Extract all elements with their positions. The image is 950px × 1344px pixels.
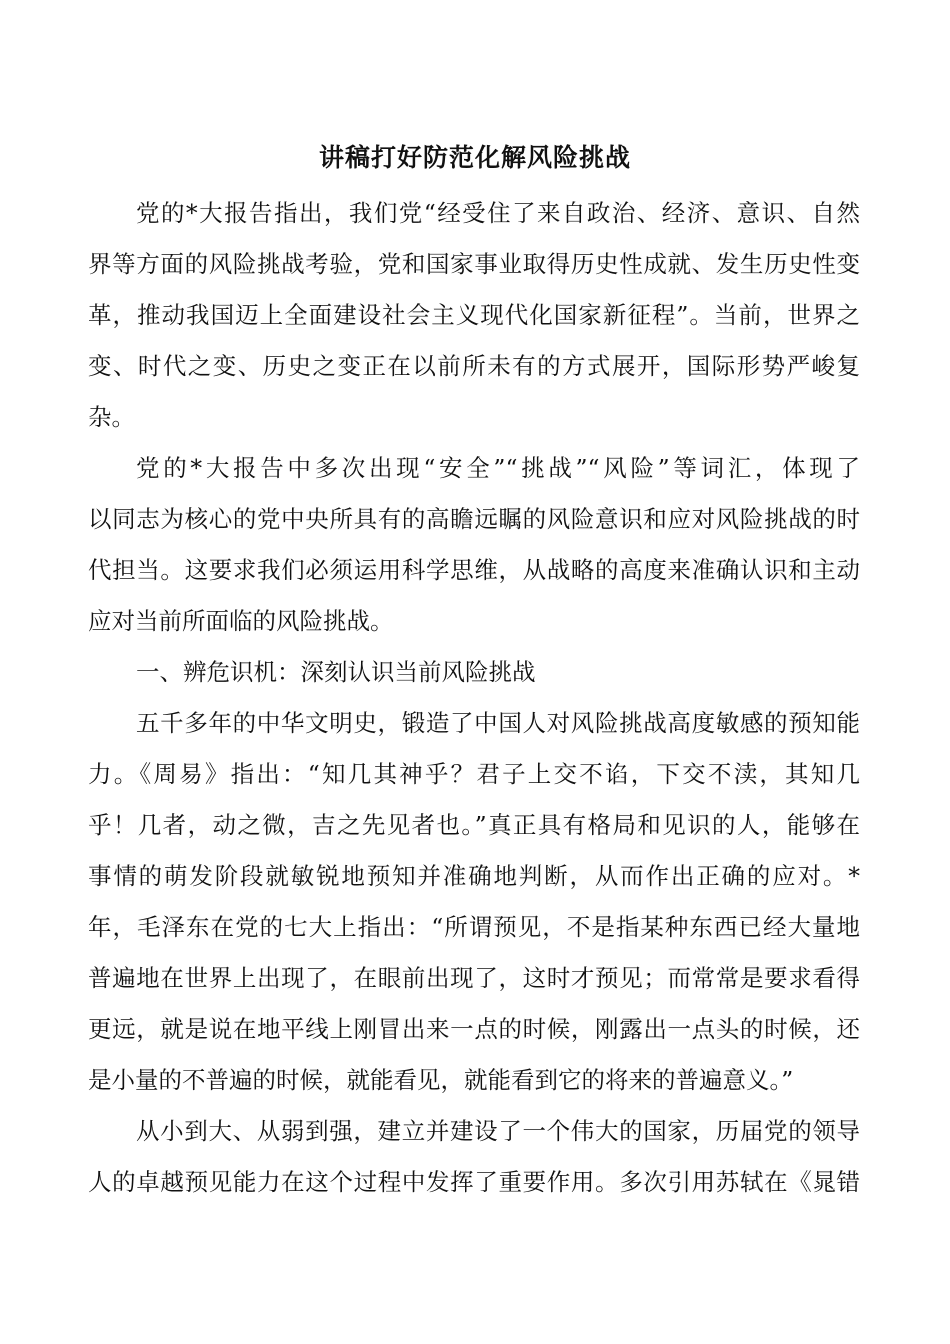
paragraph-1-line-2: 界等方面的风险挑战考验，党和国家事业取得历史性成就、发生历史性变 (88, 250, 860, 278)
paragraph-4-line-2: 人的卓越预见能力在这个过程中发挥了重要作用。多次引用苏轼在《晁错 (88, 1168, 860, 1196)
paragraph-1-line-3: 革，推动我国迈上全面建设社会主义现代化国家新征程”。当前，世界之 (88, 301, 860, 329)
paragraph-2-line-3: 代担当。这要求我们必须运用科学思维，从战略的高度来准确认识和主动 (88, 556, 860, 584)
paragraph-3-line-5: 年，毛泽东在党的七大上指出：“所谓预见，不是指某种东西已经大量地 (88, 913, 860, 941)
paragraph-3-line-2: 力。《周易》指出：“知几其神乎？君子上交不谄，下交不渎，其知几 (88, 760, 860, 788)
paragraph-1-line-4: 变、时代之变、历史之变正在以前所未有的方式展开，国际形势严峻复 (88, 352, 860, 380)
paragraph-1-line-5: 杂。 (88, 403, 135, 431)
paragraph-3-line-8: 是小量的不普遍的时候，就能看见，就能看到它的将来的普遍意义。” (88, 1066, 794, 1094)
paragraph-3-line-3: 乎！几者，动之微，吉之先见者也。”真正具有格局和见识的人，能够在 (88, 811, 860, 839)
section-heading-1: 一、辨危识机：深刻认识当前风险挑战 (136, 658, 536, 686)
paragraph-2-line-4: 应对当前所面临的风险挑战。 (88, 607, 394, 635)
paragraph-3-line-7: 更远，就是说在地平线上刚冒出来一点的时候，刚露出一点头的时候，还 (88, 1015, 860, 1043)
paragraph-3-line-6: 普遍地在世界上出现了，在眼前出现了，这时才预见；而常常是要求看得 (88, 964, 860, 992)
paragraph-3-line-1: 五千多年的中华文明史，锻造了中国人对风险挑战高度敏感的预知能 (136, 709, 860, 737)
document-title: 讲稿打好防范化解风险挑战 (318, 143, 631, 172)
paragraph-4-line-1: 从小到大、从弱到强，建立并建设了一个伟大的国家，历届党的领导 (136, 1117, 860, 1145)
paragraph-3-line-4: 事情的萌发阶段就敏锐地预知并准确地判断，从而作出正确的应对。* (88, 862, 860, 890)
paragraph-2-line-1: 党的*大报告中多次出现“安全”“挑战”“风险”等词汇，体现了 (136, 454, 860, 482)
paragraph-2-line-2: 以同志为核心的党中央所具有的高瞻远瞩的风险意识和应对风险挑战的时 (88, 505, 860, 533)
paragraph-1-line-1: 党的*大报告指出，我们党“经受住了来自政治、经济、意识、自然 (136, 199, 860, 227)
